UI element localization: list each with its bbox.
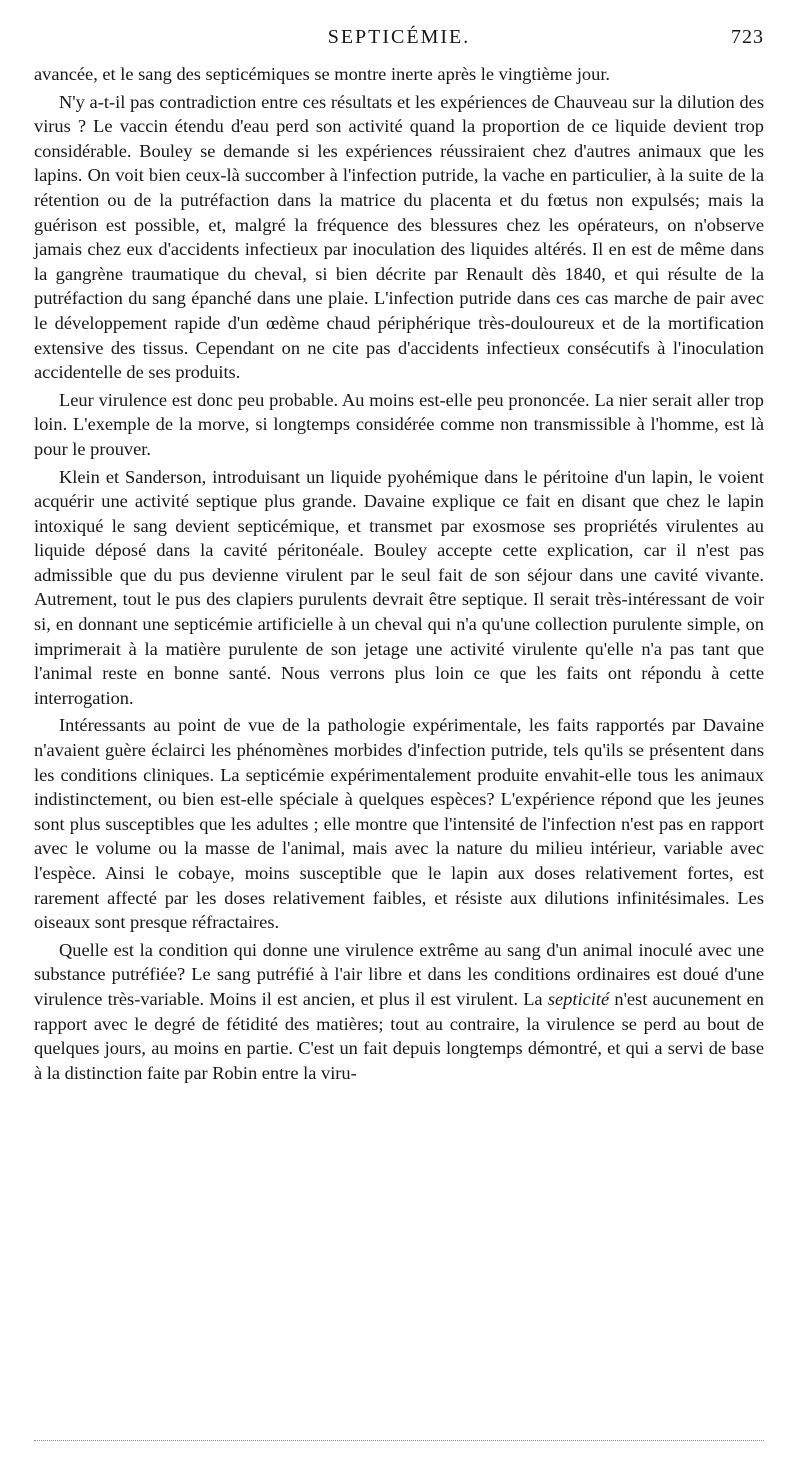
paragraph-2: N'y a-t-il pas contradiction entre ces résultats et les expériences de Chauveau sur la dilution des virus ? Le vaccin étendu d'eau perd son activité quand la proportion de ce liquide devient trop considérable. Bouley se demande si les expériences réussiraient chez d'autres animaux que les lapins. On voit bien ceux-là succomber à l'infection putride, la vache en particulier, à la suite de la rétention ou de la putréfaction dans la matrice du placenta et du fœtus non expulsés; mais la guérison est possible, et, malgré la fréquence des blessures chez les opérateurs, on n'observe jamais chez eux d'accidents infectieux par inoculation des liquides altérés. Il en est de même dans la gangrène traumatique du cheval, si bien décrite par Renault dès 1840, et qui résulte de la putréfaction du sang épanché dans une plaie. L'infection putride dans ces cas marche de pair avec le développement rapide d'un œdème chaud périphérique très-douloureux et de la mortification extensive des tissus. Cependant on ne cite pas d'accidents infectieux consécutifs à l'inoculation accidentelle de ses produits. <box>34 91 764 383</box>
body-text <box>34 62 764 1085</box>
paragraph-1: avancée, et le sang des septicémiques se montre inerte après le vingtième jour. <box>34 64 611 84</box>
footer-rule <box>34 1440 764 1441</box>
page-number: 723 <box>731 26 764 48</box>
paragraph-6-text: Quelle est la condition qui donne une virulence extrême au sang d'un animal inoculé avec une substance putréfiée? Le sang putréfié à l'air libre et dans les conditions ordinaires est doué d'une virulence très-variable. Moins il est ancien, et plus il est virulent. La <box>34 939 764 1009</box>
running-title: SEPTICÉMIE. <box>327 26 471 48</box>
paragraph-4: Klein et Sanderson, introduisant un liquide pyohémique dans le péritoine d'un lapin, le voient acquérir une activité septique plus grande. Davaine explique ce fait en disant que chez le lapin intoxiqué le sang devient septicémique, et transmet par exosmose ses propriétés virulentes au liquide déposé dans la cavité péritonéale. Bouley accepte cette explication, car il n'est pas admissible que du pus devienne virulent par le seul fait de son séjour dans une cavité vivante. Autrement, tout le pus des clapiers purulents devrait être septique. Il serait très-intéressant de voir si, en donnant une septicémie artificielle à un cheval qui n'a qu'une collection purulente simple, on imprimerait à la matière purulente de son jetage une activité virulente qu'elle n'a pas tant que l'animal reste en bonne santé. Nous verrons plus loin ce que les faits ont répondu à cette interrogation. <box>34 466 764 708</box>
paragraph-5: Intéressants au point de vue de la pathologie expérimentale, les faits rapportés par Davaine n'avaient guère éclairci les phénomènes morbides d'infection putride, tels qu'ils se présentent dans les conditions cliniques. La septicémie expérimentalement produite envahit-elle tous les animaux indistinctement, ou bien est-elle spéciale à quelques espèces? L'expérience répond que les jeunes sont plus susceptibles que les adultes ; elle montre que l'intensité de l'infection n'est pas en rapport avec le volume ou la masse de l'animal, mais avec la nature du milieu intérieur, variable avec l'espèce. Ainsi le cobaye, moins susceptible que le lapin aux doses relativement fortes, est rarement affecté par les doses relativement faibles, et résiste aux dilutions infinitésimales. Les oiseaux sont presque réfractaires. <box>34 715 764 933</box>
book-page <box>34 26 764 1085</box>
paragraph-3: Leur virulence est donc peu probable. Au moins est-elle peu prononcée. La nier serait aller trop loin. L'exemple de la morve, si longtemps considérée comme non transmissible à l'homme, est là pour le prouver. <box>34 389 764 459</box>
paragraph-6 <box>34 938 764 1086</box>
emphasis-septicite: septicité <box>547 988 610 1009</box>
page-header <box>34 26 764 54</box>
paragraph-6-text-after: n'est aucunement en rapport avec le degré de fétidité des matières; tout au contraire, la virulence se perd au bout de quelques jours, au moins en partie. C'est un fait depuis longtemps démontré, et qui a servi de base à la distinction faite par Robin entre la viru- <box>34 988 764 1083</box>
